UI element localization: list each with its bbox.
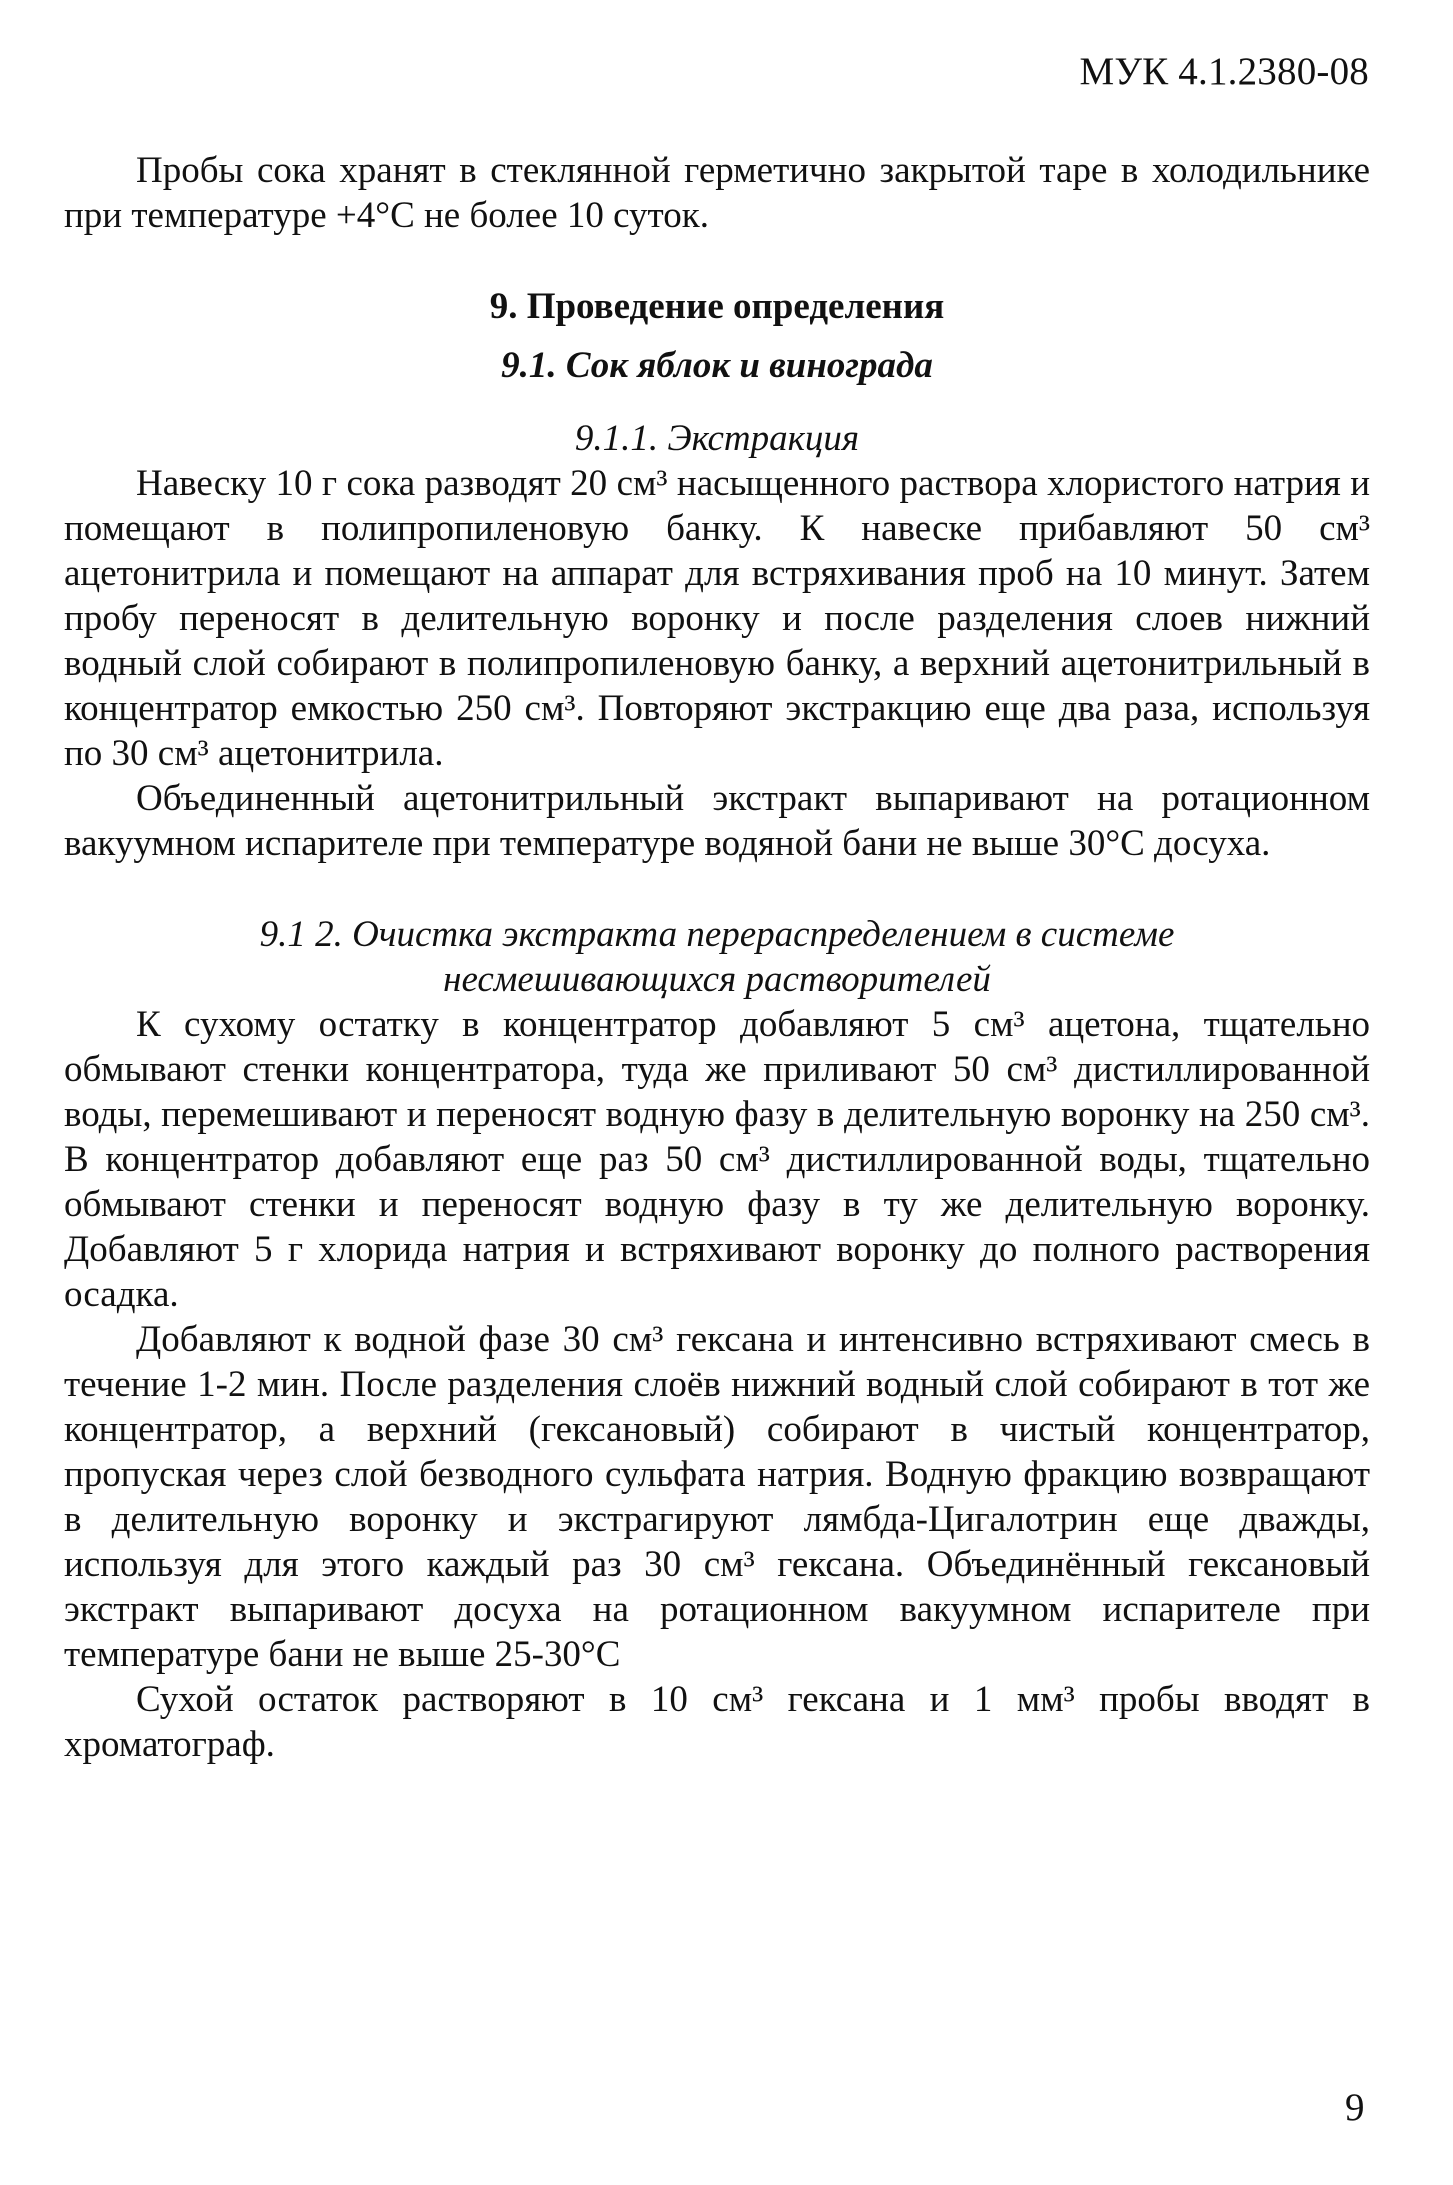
- cleanup-paragraph-3: Сухой остаток растворяют в 10 см³ гексана и 1 мм³ пробы вводят в хроматограф.: [64, 1679, 1370, 1765]
- page-number: 9: [1345, 2086, 1365, 2129]
- document-code: МУК 4.1.2380-08: [1079, 50, 1369, 93]
- cleanup-heading-line-2: несмешивающихся растворителей: [443, 959, 991, 1000]
- extraction-paragraph-1: Навеску 10 г сока разводят 20 см³ насыщенного раствора хлористого натрия и помещают в полипропиленовую банку. К навеске прибавляют 50 см³ ацетонитрила и помещают на аппарат для встряхивания проб на 10 минут. Затем пробу переносят в делительную воронку и после разделения слоев нижний водный слой собирают в полипропиленовую банку, а верхний ацетонитрильный в концентратор емкостью 250 см³. Повторяют экстракцию еще два раза, используя по 30 см³ ацетонитрила.: [64, 463, 1370, 774]
- document-body: [64, 148, 1370, 1767]
- subsection-heading: 9.1. Сок яблок и винограда: [501, 345, 933, 386]
- storage-paragraph: Пробы сока хранят в стеклянной герметично закрытой таре в холодильнике при температуре +4°С не более 10 суток.: [64, 150, 1370, 236]
- extraction-paragraph-2: Объединенный ацетонитрильный экстракт выпаривают на ротационном вакуумном испарителе при температуре водяной бани не выше 30°С досуха.: [64, 778, 1370, 864]
- extraction-heading: 9.1.1. Экстракция: [574, 418, 860, 459]
- cleanup-paragraph-1: К сухому остатку в концентратор добавляют 5 см³ ацетона, тщательно обмывают стенки концентратора, туда же приливают 50 см³ дистиллированной воды, перемешивают и переносят водную фазу в делительную воронку на 250 см³. В концентратор добавляют еще раз 50 см³ дистиллированной воды, тщательно обмывают стенки и переносят водную фазу в ту же делительную воронку. Добавляют 5 г хлорида натрия и встряхивают воронку до полного растворения осадка.: [64, 1004, 1370, 1315]
- cleanup-heading-line-1: 9.1 2. Очистка экстракта перераспределением в системе: [259, 914, 1175, 955]
- section-heading: 9. Проведение определения: [489, 286, 945, 327]
- cleanup-paragraph-2: Добавляют к водной фазе 30 см³ гексана и интенсивно встряхивают смесь в течение 1-2 мин. После разделения слоёв нижний водный слой собирают в тот же концентратор, а верхний (гексановый) собирают в чистый концентратор, пропуская через слой безводного сульфата натрия. Водную фракцию возвращают в делительную воронку и экстрагируют лямбда-Цигалотрин еще дважды, используя для этого каждый раз 30 см³ гексана. Объединённый гексановый экстракт выпаривают досуха на ротационном вакуумном испарителе при температуре бани не выше 25-30°С: [64, 1319, 1370, 1675]
